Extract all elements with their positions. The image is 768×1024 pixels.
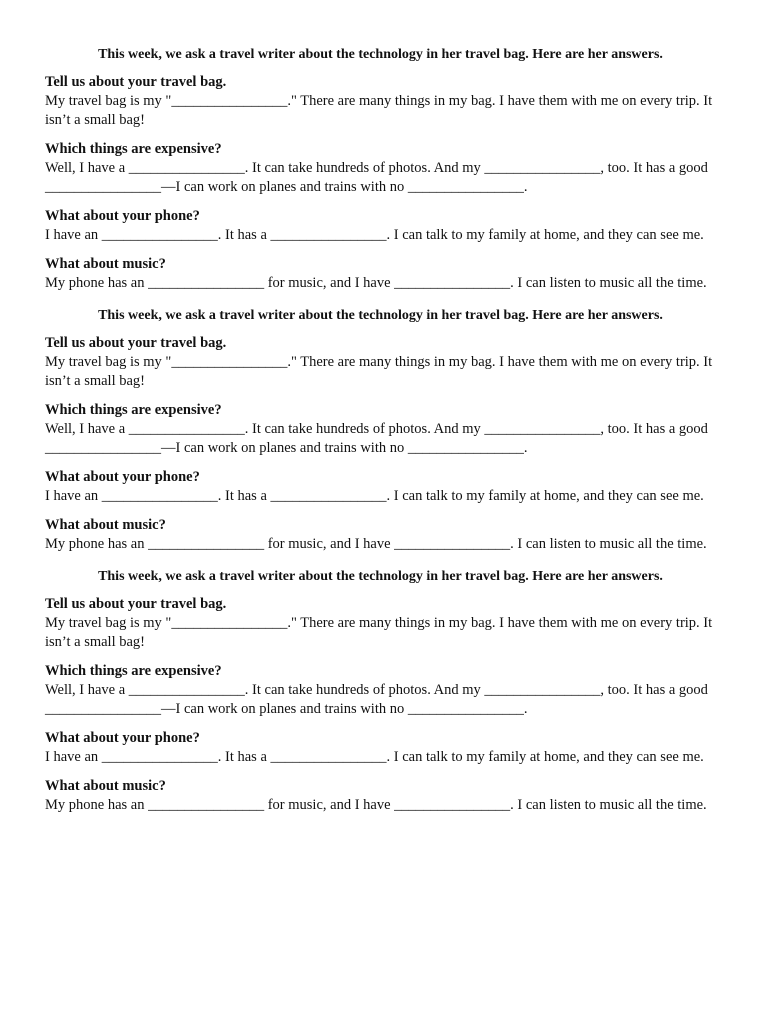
answer-text: Well, I have a ________________. It can take hundreds of photos. And my ________________, too. It has a good ________________—I can work on planes and trains with no ________________. — [45, 421, 708, 456]
worksheet-block-2 — [45, 306, 716, 554]
block-intro: This week, we ask a travel writer about the technology in her travel bag. Here are her answers. — [98, 569, 663, 584]
question-heading: What about your phone? — [45, 469, 200, 485]
answer-text: My phone has an ________________ for music, and I have ________________. I can listen to music all the time. — [45, 797, 707, 813]
section-music — [45, 516, 716, 554]
block-intro: This week, we ask a travel writer about the technology in her travel bag. Here are her answers. — [98, 308, 663, 323]
question-heading: Which things are expensive? — [45, 663, 222, 679]
worksheet-block-3 — [45, 567, 716, 815]
question-heading: What about music? — [45, 778, 166, 794]
answer-text: I have an ________________. It has a ________________. I can talk to my family at home, and they can see me. — [45, 488, 704, 504]
question-heading: Tell us about your travel bag. — [45, 74, 227, 90]
section-phone — [45, 468, 716, 506]
answer-text: My travel bag is my "________________." There are many things in my bag. I have them with me on every trip. It isn’t a small bag! — [45, 615, 713, 650]
answer-text: I have an ________________. It has a ________________. I can talk to my family at home, and they can see me. — [45, 227, 704, 243]
section-travel-bag — [45, 595, 716, 652]
section-music — [45, 777, 716, 815]
section-expensive-things — [45, 140, 716, 197]
section-music — [45, 255, 716, 293]
answer-text: I have an ________________. It has a ________________. I can talk to my family at home, and they can see me. — [45, 749, 704, 765]
block-intro: This week, we ask a travel writer about the technology in her travel bag. Here are her answers. — [98, 47, 663, 62]
answer-text: Well, I have a ________________. It can take hundreds of photos. And my ________________, too. It has a good ________________—I can work on planes and trains with no ________________. — [45, 682, 708, 717]
question-heading: What about your phone? — [45, 730, 200, 746]
section-travel-bag — [45, 73, 716, 130]
section-expensive-things — [45, 401, 716, 458]
question-heading: What about your phone? — [45, 208, 200, 224]
question-heading: What about music? — [45, 256, 166, 272]
answer-text: My travel bag is my "________________." There are many things in my bag. I have them with me on every trip. It isn’t a small bag! — [45, 354, 713, 389]
section-phone — [45, 729, 716, 767]
answer-text: My phone has an ________________ for music, and I have ________________. I can listen to music all the time. — [45, 536, 707, 552]
answer-text: Well, I have a ________________. It can take hundreds of photos. And my ________________, too. It has a good ________________—I can work on planes and trains with no ________________. — [45, 160, 708, 195]
section-travel-bag — [45, 334, 716, 391]
answer-text: My phone has an ________________ for music, and I have ________________. I can listen to music all the time. — [45, 275, 707, 291]
question-heading: What about music? — [45, 517, 166, 533]
question-heading: Which things are expensive? — [45, 402, 222, 418]
question-heading: Which things are expensive? — [45, 141, 222, 157]
question-heading: Tell us about your travel bag. — [45, 596, 227, 612]
question-heading: Tell us about your travel bag. — [45, 335, 227, 351]
section-expensive-things — [45, 662, 716, 719]
section-phone — [45, 207, 716, 245]
worksheet-block-1 — [45, 45, 716, 293]
answer-text: My travel bag is my "________________." There are many things in my bag. I have them with me on every trip. It isn’t a small bag! — [45, 93, 713, 128]
